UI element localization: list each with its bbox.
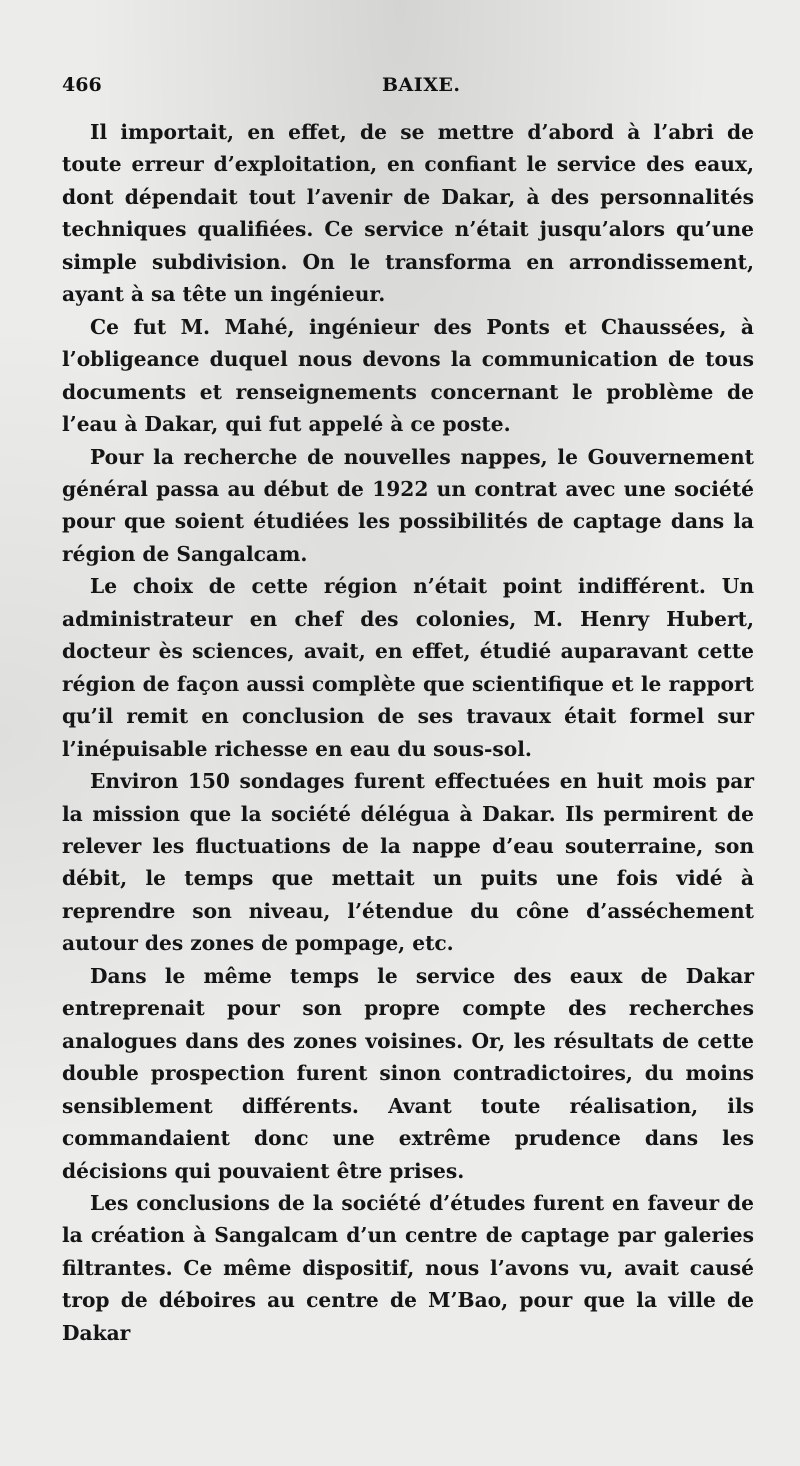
paragraph: Dans le même temps le service des eaux de Dakar entreprenait pour son propre compte des recherches analogues dans des zones voisines. Or, les résultats de cette double prospection furent sinon contradictoires, du moins sensiblement différents. Avant toute réalisation, ils commandaient donc une extrême prudence dans les décisions qui pouvaient être prises.: [62, 963, 754, 1183]
body-text: [62, 116, 754, 1349]
page-header: [62, 74, 752, 104]
paragraph: Environ 150 sondages furent effectuées en huit mois par la mission que la société délégua à Dakar. Ils permirent de relever les fluctuations de la nappe d’eau souterraine, son débit, le temps que mettait un puits une fois vidé à reprendre son niveau, l’étendue du cône d’asséchement autour des zones de pompage, etc.: [62, 769, 754, 956]
paragraph: Il importait, en effet, de se mettre d’abord à l’abri de toute erreur d’exploitation, en confiant le service des eaux, dont dépendait tout l’avenir de Dakar, à des personnalités techniques qualifiées. Ce service n’était jusqu’alors qu’une simple subdivision. On le transforma en arrondissement, ayant à sa tête un ingénieur.: [62, 120, 754, 307]
paragraph: Ce fut M. Mahé, ingénieur des Ponts et Chaussées, à l’obligeance duquel nous devons la communication de tous documents et renseignements concernant le problème de l’eau à Dakar, qui fut appelé à ce poste.: [62, 314, 754, 437]
paragraph: Le choix de cette région n’était point indifférent. Un administrateur en chef des colonies, M. Henry Hubert, docteur ès sciences, avait, en effet, étudié auparavant cette région de façon aussi complète que scientifique et le rapport qu’il remit en conclusion de ses travaux était formel sur l’inépuisable richesse en eau du sous-sol.: [62, 574, 754, 761]
running-title: BAIXE.: [382, 74, 461, 96]
page-number: 466: [62, 74, 102, 96]
paragraph: Pour la recherche de nouvelles nappes, le Gouvernement général passa au début de 1922 un contrat avec une société pour que soient étudiées les possibilités de captage dans la région de Sangalcam.: [62, 444, 754, 566]
paragraph: Les conclusions de la société d’études furent en faveur de la création à Sangalcam d’un centre de captage par galeries filtrantes. Ce même dispositif, nous l’avons vu, avait causé trop de déboires au centre de M’Bao, pour que la ville de Dakar: [62, 1190, 754, 1345]
